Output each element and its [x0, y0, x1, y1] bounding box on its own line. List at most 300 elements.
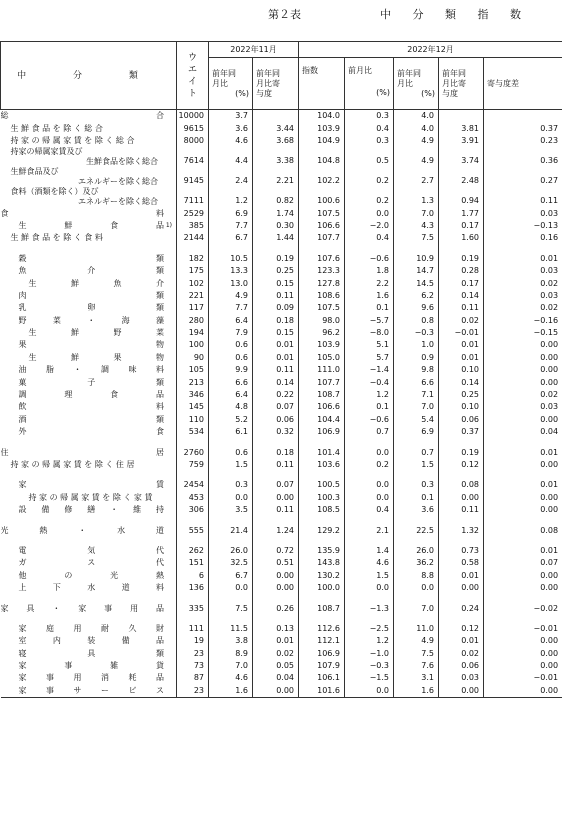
weight-value: 136 — [177, 582, 209, 594]
mom-value: 2.2 — [345, 277, 394, 289]
mom-value: 5.7 — [345, 351, 394, 363]
spacer-row — [1, 594, 562, 602]
yoy-dec-value: 0.1 — [394, 491, 439, 503]
table-row — [1, 389, 562, 401]
yoy-nov-value: 4.6 — [209, 135, 253, 147]
weight-value: 335 — [177, 602, 209, 614]
contrib-nov-value: 0.11 — [253, 290, 299, 302]
table-row — [1, 623, 562, 635]
row-label: 住 居 — [0, 447, 164, 457]
row-label: 外 食 — [18, 427, 164, 437]
table-row — [1, 647, 562, 659]
yoy-nov-value: 7.9 — [209, 327, 253, 339]
yoy-nov-value: 11.5 — [209, 623, 253, 635]
contrib-dec-value: −0.01 — [439, 327, 484, 339]
weight-value: 90 — [177, 351, 209, 363]
row-label: 生鮮食品及び エネルギーを除く総合 — [10, 167, 158, 187]
index-value: 127.8 — [299, 277, 345, 289]
row-label: 持 家 の 帰 属 家 賃 を 除 く 総 合 — [10, 136, 135, 146]
yoy-dec-value: 4.9 — [394, 147, 439, 167]
contrib-diff-value: 0.00 — [484, 684, 562, 697]
index-value: 111.0 — [299, 364, 345, 376]
mom-value: −2.5 — [345, 623, 394, 635]
yoy-nov-value: 6.1 — [209, 426, 253, 438]
yoy-dec-value: 4.0 — [394, 110, 439, 123]
weight-value: 306 — [177, 504, 209, 516]
contrib-dec-value: 0.00 — [439, 491, 484, 503]
yoy-dec-value: 7.5 — [394, 232, 439, 244]
index-value: 107.5 — [299, 207, 345, 219]
header-contrib-nov: 前年同月比寄与度 — [253, 58, 299, 110]
table-number: 第２表 — [268, 8, 301, 21]
row-label: 生 鮮 野 菜 — [28, 328, 164, 338]
table-row — [1, 660, 562, 672]
mom-value: 1.2 — [345, 635, 394, 647]
index-value: 107.9 — [299, 660, 345, 672]
yoy-nov-value: 26.0 — [209, 545, 253, 557]
mom-value: 1.4 — [345, 545, 394, 557]
row-label: 飲 料 — [18, 402, 164, 412]
mom-value: 0.3 — [345, 110, 394, 123]
yoy-dec-value: 7.5 — [394, 647, 439, 659]
weight-value: 555 — [177, 524, 209, 536]
table-row — [1, 524, 562, 536]
yoy-nov-value: 5.2 — [209, 413, 253, 425]
weight-value: 262 — [177, 545, 209, 557]
mom-value: 0.4 — [345, 122, 394, 134]
yoy-nov-value: 6.7 — [209, 232, 253, 244]
row-label: 食 料 — [0, 208, 164, 218]
yoy-dec-value: 0.8 — [394, 314, 439, 326]
index-value: 104.4 — [299, 413, 345, 425]
index-value: 130.2 — [299, 569, 345, 581]
mom-value: 0.0 — [345, 491, 394, 503]
yoy-nov-value: 1.5 — [209, 459, 253, 471]
index-value: 106.1 — [299, 672, 345, 684]
yoy-dec-value: 7.0 — [394, 207, 439, 219]
title-row — [0, 6, 562, 24]
index-table — [0, 41, 562, 698]
contrib-dec-value: 0.06 — [439, 660, 484, 672]
contrib-diff-value: 0.11 — [484, 187, 562, 207]
contrib-dec-value: 0.28 — [439, 265, 484, 277]
weight-value: 346 — [177, 389, 209, 401]
mom-value: 0.3 — [345, 135, 394, 147]
contrib-dec-value: 0.73 — [439, 545, 484, 557]
table-row — [1, 327, 562, 339]
table-row — [1, 479, 562, 491]
contrib-dec-value: 0.11 — [439, 504, 484, 516]
contrib-nov-value: 0.15 — [253, 327, 299, 339]
row-label: 持 家 の 帰 属 家 賃 を 除 く 家 賃 — [28, 492, 153, 502]
yoy-nov-value: 1.6 — [209, 684, 253, 697]
yoy-nov-value: 6.4 — [209, 389, 253, 401]
index-value: 123.3 — [299, 265, 345, 277]
contrib-nov-value: 0.26 — [253, 602, 299, 614]
contrib-nov-value: 1.24 — [253, 524, 299, 536]
contrib-diff-value: 0.01 — [484, 479, 562, 491]
contrib-dec-value: 0.08 — [439, 479, 484, 491]
contrib-nov-value: 0.01 — [253, 351, 299, 363]
index-value: 101.6 — [299, 684, 345, 697]
mom-value: 1.5 — [345, 569, 394, 581]
yoy-dec-value: 4.3 — [394, 220, 439, 232]
weight-value: 6 — [177, 569, 209, 581]
contrib-diff-value: 0.00 — [484, 647, 562, 659]
contrib-dec-value: 0.01 — [439, 569, 484, 581]
mom-value: 0.0 — [345, 207, 394, 219]
contrib-dec-value: 0.17 — [439, 277, 484, 289]
contrib-diff-value: 0.36 — [484, 147, 562, 167]
index-value: 107.6 — [299, 252, 345, 264]
contrib-nov-value: 3.68 — [253, 135, 299, 147]
weight-value: 7111 — [177, 187, 209, 207]
contrib-dec-value: 0.01 — [439, 351, 484, 363]
yoy-nov-value: 6.9 — [209, 207, 253, 219]
contrib-dec-value: 0.10 — [439, 364, 484, 376]
row-label: 肉 類 — [18, 290, 164, 300]
yoy-nov-value: 4.6 — [209, 672, 253, 684]
yoy-dec-value: 4.9 — [394, 135, 439, 147]
yoy-nov-value: 0.6 — [209, 351, 253, 363]
yoy-nov-value: 13.3 — [209, 265, 253, 277]
contrib-dec-value: 0.24 — [439, 602, 484, 614]
row-label: 油 脂 ・ 調 味 料 — [18, 365, 164, 375]
contrib-dec-value: 3.91 — [439, 135, 484, 147]
contrib-nov-value: 0.05 — [253, 660, 299, 672]
weight-value: 105 — [177, 364, 209, 376]
contrib-diff-value: 0.00 — [484, 376, 562, 388]
index-value: 108.6 — [299, 290, 345, 302]
mom-value: 0.4 — [345, 504, 394, 516]
index-value: 106.9 — [299, 426, 345, 438]
row-label: 生 鮮 食 品 を 除 く 総 合 — [10, 123, 103, 133]
weight-value: 145 — [177, 401, 209, 413]
mom-value: 1.2 — [345, 389, 394, 401]
weight-value: 111 — [177, 623, 209, 635]
mom-value: 0.5 — [345, 147, 394, 167]
yoy-dec-value: 6.2 — [394, 290, 439, 302]
index-value: 106.9 — [299, 647, 345, 659]
row-label: 持 家 の 帰 属 家 賃 を 除 く 住 居 — [10, 459, 135, 469]
yoy-dec-value: 7.6 — [394, 660, 439, 672]
contrib-nov-value — [253, 110, 299, 123]
contrib-dec-value: 0.19 — [439, 252, 484, 264]
table-row — [1, 110, 562, 123]
table-row — [1, 672, 562, 684]
yoy-dec-value: 1.0 — [394, 339, 439, 351]
spacer-row — [1, 537, 562, 545]
contrib-diff-value: 0.02 — [484, 277, 562, 289]
index-value: 129.2 — [299, 524, 345, 536]
table-body — [1, 110, 562, 698]
contrib-diff-value: 0.00 — [484, 459, 562, 471]
row-label: 家 事 用 消 耗 品 — [18, 673, 164, 683]
contrib-nov-value: 3.44 — [253, 122, 299, 134]
contrib-dec-value: 1.60 — [439, 232, 484, 244]
index-value: 96.2 — [299, 327, 345, 339]
contrib-dec-value: 0.94 — [439, 187, 484, 207]
contrib-diff-value: 0.37 — [484, 122, 562, 134]
row-label: 室 内 装 備 品 — [18, 636, 164, 646]
table-row — [1, 252, 562, 264]
contrib-dec-value: 0.25 — [439, 389, 484, 401]
weight-value: 453 — [177, 491, 209, 503]
yoy-nov-value: 6.6 — [209, 376, 253, 388]
contrib-dec-value: 0.02 — [439, 314, 484, 326]
index-value: 103.9 — [299, 122, 345, 134]
index-value: 135.9 — [299, 545, 345, 557]
contrib-diff-value: 0.01 — [484, 545, 562, 557]
contrib-nov-value: 0.13 — [253, 623, 299, 635]
contrib-dec-value: 0.11 — [439, 302, 484, 314]
spacer-row — [1, 516, 562, 524]
table-title: 中 分 類 指 数 — [380, 8, 530, 21]
mom-value: 2.1 — [345, 524, 394, 536]
yoy-dec-value: 7.0 — [394, 602, 439, 614]
table-row — [1, 504, 562, 516]
table-row — [1, 376, 562, 388]
table-row — [1, 220, 562, 232]
table-row — [1, 364, 562, 376]
row-label: 果 物 — [18, 340, 164, 350]
contrib-diff-value: −0.15 — [484, 327, 562, 339]
yoy-nov-value: 0.6 — [209, 446, 253, 458]
contrib-dec-value: 0.37 — [439, 426, 484, 438]
contrib-diff-value: −0.01 — [484, 623, 562, 635]
spacer-row — [1, 615, 562, 623]
table-row — [1, 232, 562, 244]
table-row — [1, 545, 562, 557]
contrib-nov-value: 0.00 — [253, 491, 299, 503]
header-yoy-dec: 前年同月比 (%) — [394, 58, 439, 110]
table-row — [1, 446, 562, 458]
yoy-dec-value: 7.1 — [394, 389, 439, 401]
table-row — [1, 684, 562, 697]
yoy-dec-value: 8.8 — [394, 569, 439, 581]
contrib-nov-value: 0.32 — [253, 426, 299, 438]
spacer-row — [1, 438, 562, 446]
contrib-dec-value: 0.14 — [439, 376, 484, 388]
yoy-dec-value: 0.3 — [394, 479, 439, 491]
index-value: 98.0 — [299, 314, 345, 326]
header-yoy-nov: 前年同月比 (%) — [209, 58, 253, 110]
contrib-dec-value: 3.74 — [439, 147, 484, 167]
table-row — [1, 135, 562, 147]
weight-value: 23 — [177, 684, 209, 697]
index-value: 100.5 — [299, 479, 345, 491]
mom-value: 0.2 — [345, 459, 394, 471]
yoy-nov-value: 9.9 — [209, 364, 253, 376]
table-row — [1, 277, 562, 289]
table-row — [1, 582, 562, 594]
contrib-diff-value: 0.00 — [484, 635, 562, 647]
index-value: 107.7 — [299, 232, 345, 244]
mom-value: −8.0 — [345, 327, 394, 339]
yoy-dec-value: 36.2 — [394, 557, 439, 569]
mom-value: −0.4 — [345, 376, 394, 388]
contrib-nov-value: 0.18 — [253, 446, 299, 458]
weight-value: 221 — [177, 290, 209, 302]
contrib-diff-value: 0.00 — [484, 351, 562, 363]
table-row — [1, 147, 562, 167]
contrib-nov-value: 0.07 — [253, 401, 299, 413]
weight-value: 385 — [177, 220, 209, 232]
yoy-dec-value: −0.3 — [394, 327, 439, 339]
contrib-diff-value: 0.08 — [484, 524, 562, 536]
table-row — [1, 339, 562, 351]
row-label: 生 鮮 魚 介 — [28, 278, 164, 288]
row-label: 調 理 食 品 — [18, 390, 164, 400]
table-row — [1, 459, 562, 471]
index-value: 101.4 — [299, 446, 345, 458]
yoy-nov-value: 7.5 — [209, 602, 253, 614]
contrib-dec-value: 0.03 — [439, 672, 484, 684]
header-category: 中 分 類 — [1, 42, 177, 110]
mom-value: −5.7 — [345, 314, 394, 326]
yoy-dec-value: 6.6 — [394, 376, 439, 388]
weight-value: 2144 — [177, 232, 209, 244]
contrib-nov-value: 0.18 — [253, 314, 299, 326]
contrib-diff-value: 0.00 — [484, 339, 562, 351]
yoy-dec-value: 0.0 — [394, 582, 439, 594]
contrib-nov-value: 1.74 — [253, 207, 299, 219]
row-label: 乳 卵 類 — [18, 303, 164, 313]
table-row — [1, 602, 562, 614]
contrib-nov-value: 0.25 — [253, 265, 299, 277]
mom-value: 0.4 — [345, 232, 394, 244]
contrib-nov-value: 0.00 — [253, 684, 299, 697]
weight-value: 9145 — [177, 167, 209, 187]
mom-value: 4.6 — [345, 557, 394, 569]
contrib-diff-value: 0.02 — [484, 302, 562, 314]
weight-value: 2529 — [177, 207, 209, 219]
weight-value: 10000 — [177, 110, 209, 123]
index-value: 104.9 — [299, 135, 345, 147]
row-label: 寝 具 類 — [18, 648, 164, 658]
weight-value: 117 — [177, 302, 209, 314]
contrib-nov-value: 0.04 — [253, 672, 299, 684]
contrib-diff-value: 0.23 — [484, 135, 562, 147]
weight-value: 87 — [177, 672, 209, 684]
mom-value: −1.5 — [345, 672, 394, 684]
contrib-diff-value: 0.03 — [484, 290, 562, 302]
yoy-dec-value: 4.0 — [394, 122, 439, 134]
contrib-nov-value: 0.30 — [253, 220, 299, 232]
yoy-dec-value: 0.7 — [394, 446, 439, 458]
table-row — [1, 569, 562, 581]
weight-value: 2454 — [177, 479, 209, 491]
yoy-dec-value: 1.6 — [394, 684, 439, 697]
yoy-dec-value: 3.1 — [394, 672, 439, 684]
index-value: 106.6 — [299, 401, 345, 413]
contrib-dec-value: 0.01 — [439, 635, 484, 647]
contrib-diff-value: −0.01 — [484, 672, 562, 684]
yoy-dec-value: 9.6 — [394, 302, 439, 314]
yoy-nov-value: 3.5 — [209, 504, 253, 516]
mom-value: −1.3 — [345, 602, 394, 614]
table-row — [1, 491, 562, 503]
yoy-dec-value: 5.4 — [394, 413, 439, 425]
weight-value: 759 — [177, 459, 209, 471]
contrib-diff-value: 0.00 — [484, 491, 562, 503]
contrib-nov-value: 0.02 — [253, 647, 299, 659]
mom-value: −1.4 — [345, 364, 394, 376]
contrib-diff-value: 0.00 — [484, 582, 562, 594]
contrib-nov-value: 0.11 — [253, 459, 299, 471]
contrib-diff-value: 0.01 — [484, 446, 562, 458]
contrib-diff-value: 0.00 — [484, 660, 562, 672]
yoy-dec-value: 22.5 — [394, 524, 439, 536]
contrib-diff-value: 0.00 — [484, 504, 562, 516]
yoy-dec-value: 9.8 — [394, 364, 439, 376]
mom-value: 0.2 — [345, 167, 394, 187]
contrib-nov-value: 0.11 — [253, 504, 299, 516]
index-value: 112.6 — [299, 623, 345, 635]
mom-value: −2.0 — [345, 220, 394, 232]
contrib-diff-value: 0.03 — [484, 401, 562, 413]
contrib-diff-value — [484, 110, 562, 123]
yoy-nov-value: 0.0 — [209, 491, 253, 503]
contrib-nov-value: 0.00 — [253, 569, 299, 581]
index-value: 104.8 — [299, 147, 345, 167]
table-row — [1, 351, 562, 363]
header-mom: 前月比 (%) — [345, 58, 394, 110]
row-label: 家 事 雑 貨 — [18, 661, 164, 671]
yoy-nov-value: 7.7 — [209, 302, 253, 314]
yoy-dec-value: 1.3 — [394, 187, 439, 207]
contrib-dec-value: 0.58 — [439, 557, 484, 569]
index-value: 107.7 — [299, 376, 345, 388]
mom-value: 1.8 — [345, 265, 394, 277]
yoy-dec-value: 11.0 — [394, 623, 439, 635]
contrib-diff-value: 0.27 — [484, 167, 562, 187]
yoy-dec-value: 2.7 — [394, 167, 439, 187]
mom-value: 0.1 — [345, 302, 394, 314]
index-value: 104.0 — [299, 110, 345, 123]
row-label: 生 鮮 果 物 — [28, 352, 164, 362]
yoy-nov-value: 4.4 — [209, 147, 253, 167]
contrib-nov-value: 0.11 — [253, 364, 299, 376]
contrib-nov-value: 0.01 — [253, 635, 299, 647]
weight-value: 9615 — [177, 122, 209, 134]
mom-value: 0.1 — [345, 401, 394, 413]
row-label: 生 鮮 食 品 1) — [18, 220, 172, 230]
contrib-nov-value: 0.51 — [253, 557, 299, 569]
yoy-dec-value: 0.9 — [394, 351, 439, 363]
weight-value: 534 — [177, 426, 209, 438]
yoy-dec-value: 14.7 — [394, 265, 439, 277]
index-value: 108.5 — [299, 504, 345, 516]
contrib-dec-value: 2.48 — [439, 167, 484, 187]
header-period-nov: 2022年11月 — [209, 42, 299, 58]
contrib-dec-value: 0.17 — [439, 220, 484, 232]
contrib-diff-value: 0.16 — [484, 232, 562, 244]
table-row — [1, 302, 562, 314]
weight-value: 175 — [177, 265, 209, 277]
weight-value: 8000 — [177, 135, 209, 147]
yoy-dec-value: 4.9 — [394, 635, 439, 647]
contrib-nov-value: 0.72 — [253, 545, 299, 557]
table-row — [1, 290, 562, 302]
header-contrib-dec: 前年同月比寄与度 — [439, 58, 484, 110]
contrib-dec-value: 0.19 — [439, 446, 484, 458]
header-period-dec: 2022年12月 — [299, 42, 562, 58]
contrib-nov-value: 0.19 — [253, 252, 299, 264]
weight-value: 7614 — [177, 147, 209, 167]
table-row — [1, 122, 562, 134]
index-value: 143.8 — [299, 557, 345, 569]
